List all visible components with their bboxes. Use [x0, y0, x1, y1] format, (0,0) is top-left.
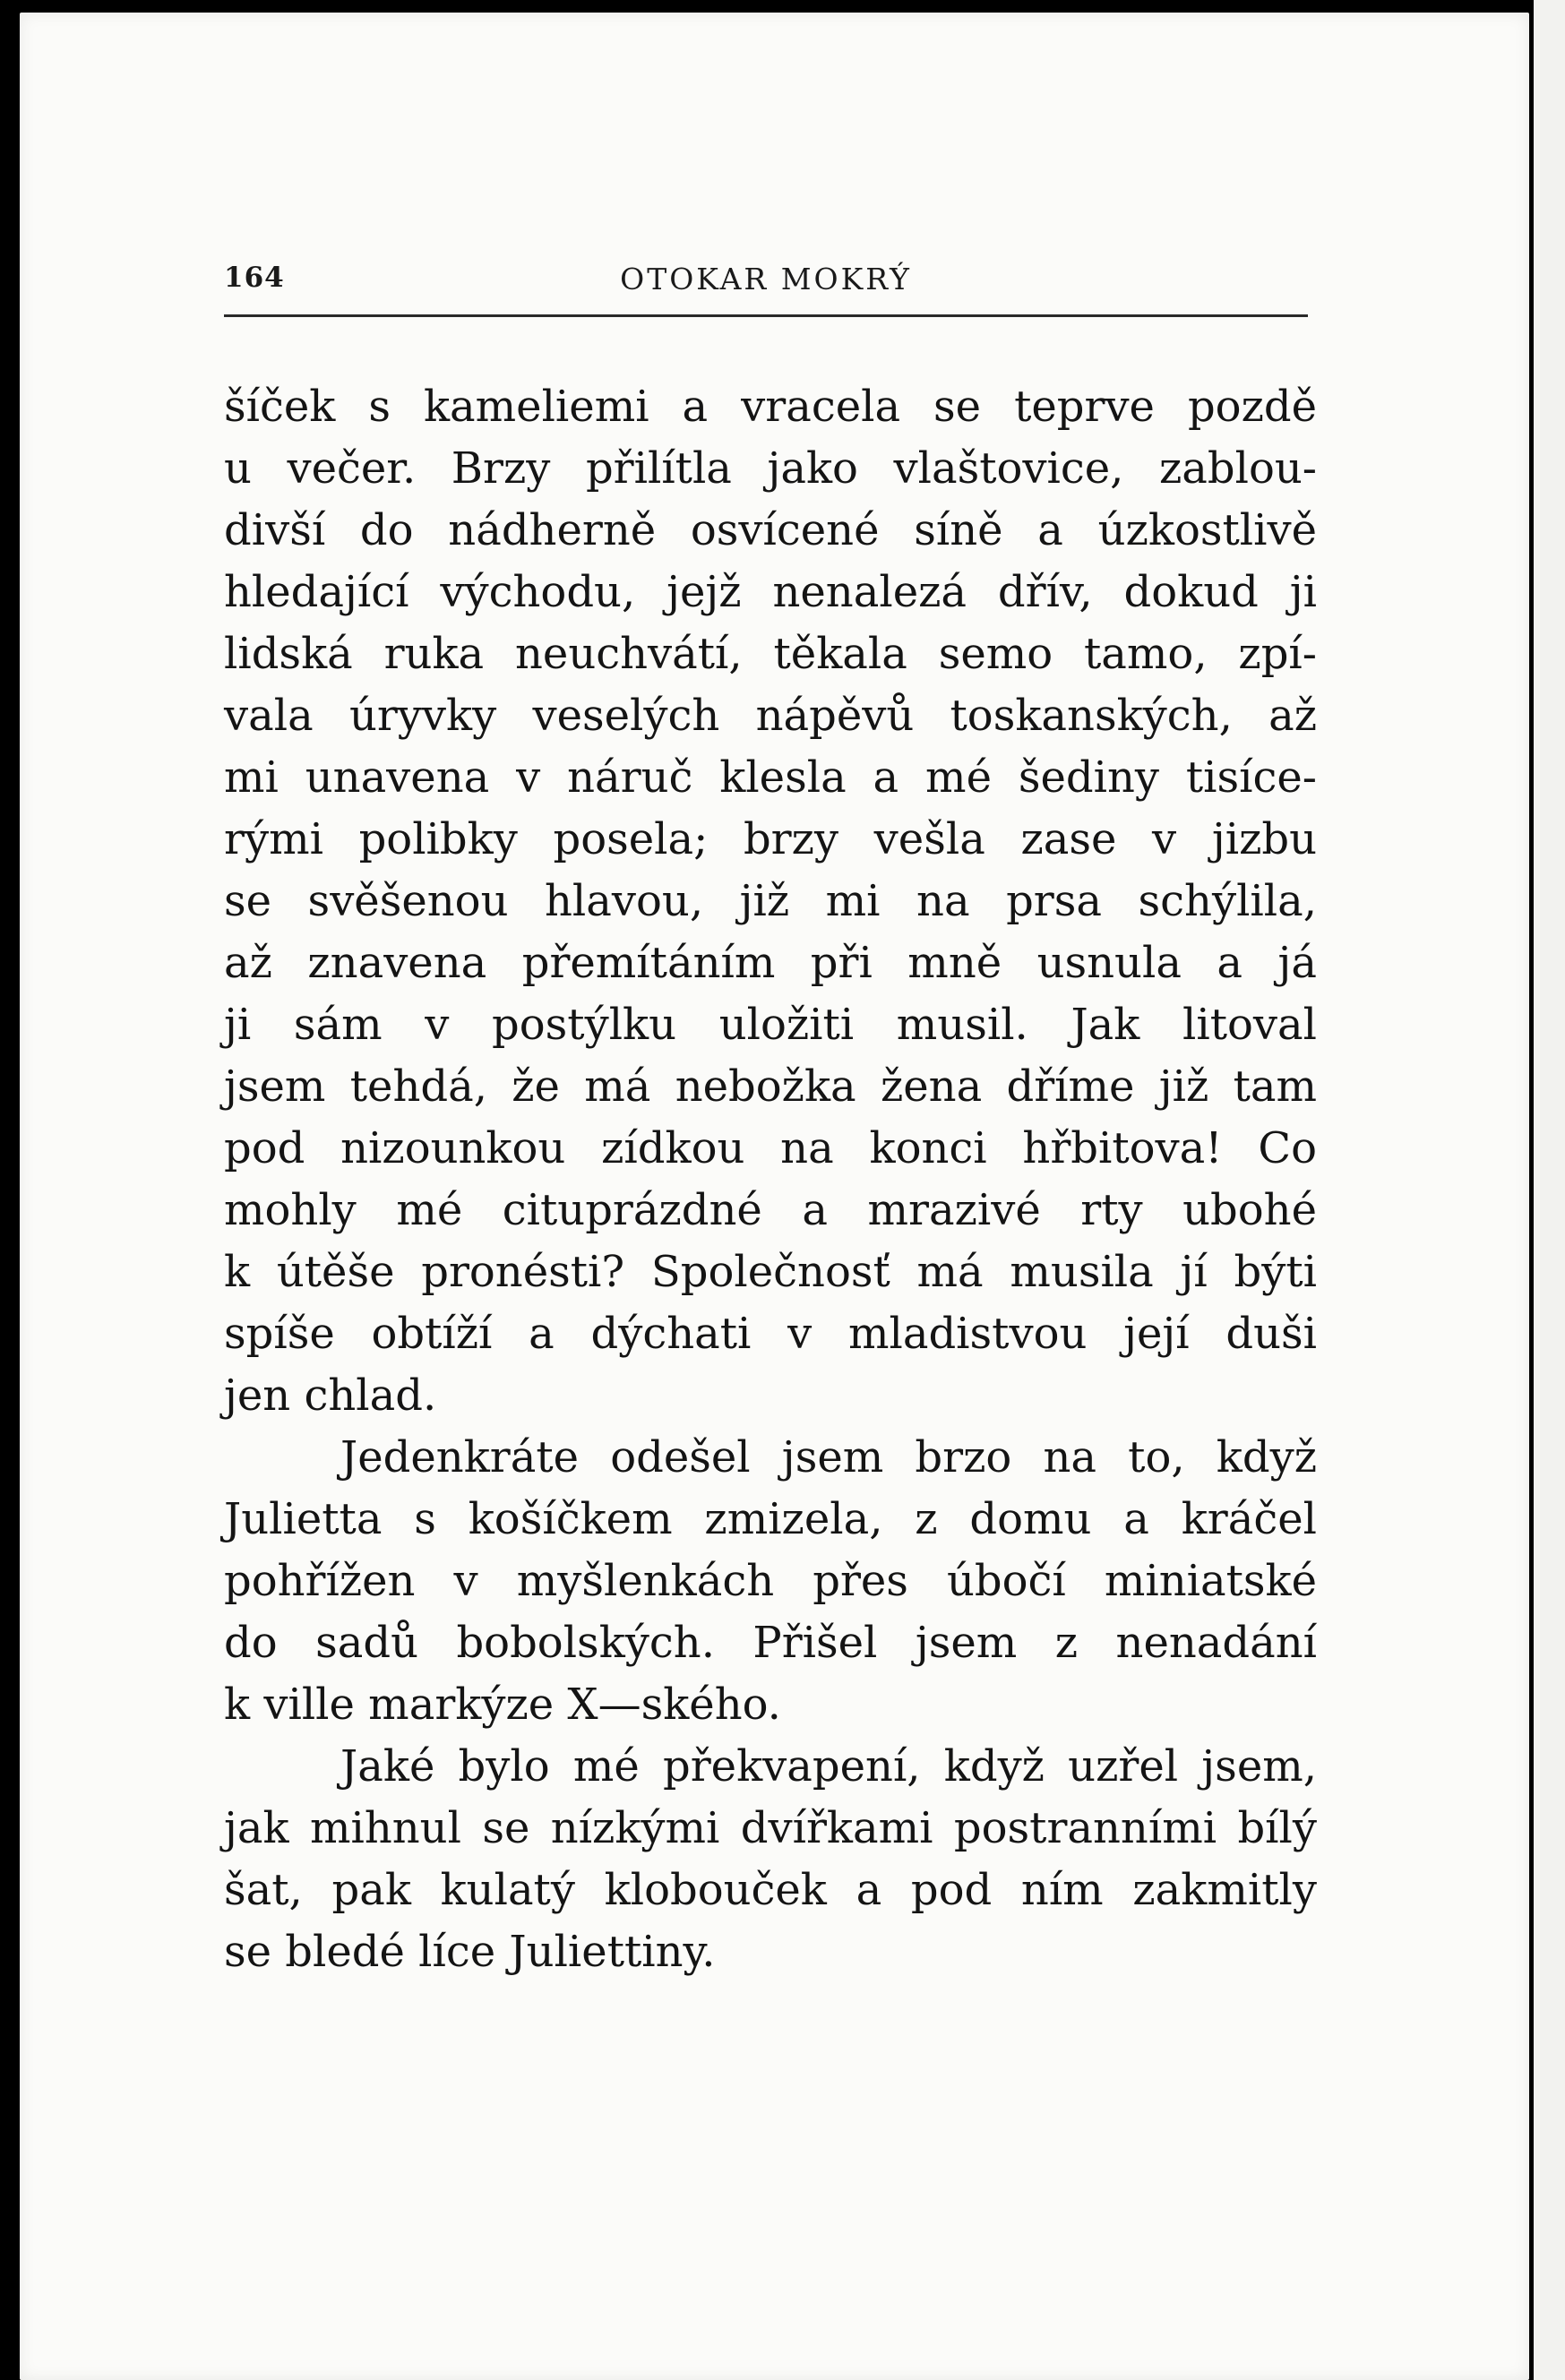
text-line: k útěše pronésti? Společnosť má musila jí býti [224, 1247, 1317, 1297]
text-line: ji sám v postýlku uložiti musil. Jak litoval [224, 1000, 1317, 1050]
text-line: jsem tehdá, že má nebožka žena dříme již tam [224, 1061, 1317, 1112]
text-line: lidská ruka neuchvátí, těkala semo tamo, zpí- [224, 629, 1317, 679]
text-line: rými polibky posela; brzy vešla zase v jizbu [224, 814, 1317, 864]
text-line: u večer. Brzy přilítla jako vlaštovice, zablou- [224, 443, 1317, 494]
facing-page-edge [1534, 0, 1565, 2380]
paragraph-last-line: jen chlad. [224, 1370, 437, 1421]
running-head: OTOKAR MOKRÝ [620, 262, 912, 296]
text-line: až znavena přemítáním při mně usnula a já [224, 938, 1317, 988]
header-rule [224, 314, 1308, 317]
paragraph-first-line: Jedenkráte odešel jsem brzo na to, když [340, 1432, 1317, 1482]
text-line: šíček s kameliemi a vracela se teprve pozdě [224, 382, 1317, 432]
text-line: mohly mé cituprázdné a mrazivé rty ubohé [224, 1185, 1317, 1235]
text-line: spíše obtíží a dýchati v mladistvou její duši [224, 1309, 1317, 1359]
page-number: 164 [224, 262, 285, 294]
body-text [224, 376, 1317, 1983]
text-line: se svěšenou hlavou, již mi na prsa schýlila, [224, 876, 1317, 926]
text-line: šat, pak kulatý klobouček a pod ním zakmitly [224, 1865, 1317, 1915]
text-line: mi unavena v náruč klesla a mé šediny tisíce- [224, 752, 1317, 803]
paragraph-last-line: se bledé líce Juliettiny. [224, 1927, 716, 1977]
text-line: jak mihnul se nízkými dvířkami postranními bílý [224, 1803, 1317, 1853]
text-line: vala úryvky veselých nápěvů toskanských, až [224, 691, 1317, 741]
paragraph-last-line: k ville markýze X—ského. [224, 1680, 781, 1730]
text-line: pohřížen v myšlenkách přes úbočí miniatské [224, 1556, 1317, 1606]
page-header [224, 262, 1308, 305]
paragraph-first-line: Jaké bylo mé překvapení, když uzřel jsem, [340, 1741, 1317, 1791]
text-line: do sadů bobolských. Přišel jsem z nenadání [224, 1618, 1317, 1668]
text-line: pod nizounkou zídkou na konci hřbitova! Co [224, 1123, 1317, 1173]
text-line: Julietta s košíčkem zmizela, z domu a kráčel [224, 1494, 1317, 1544]
text-line: divší do nádherně osvícené síně a úzkostlivě [224, 505, 1317, 555]
text-line: hledající východu, jejž nenalezá dřív, dokud ji [224, 567, 1317, 617]
